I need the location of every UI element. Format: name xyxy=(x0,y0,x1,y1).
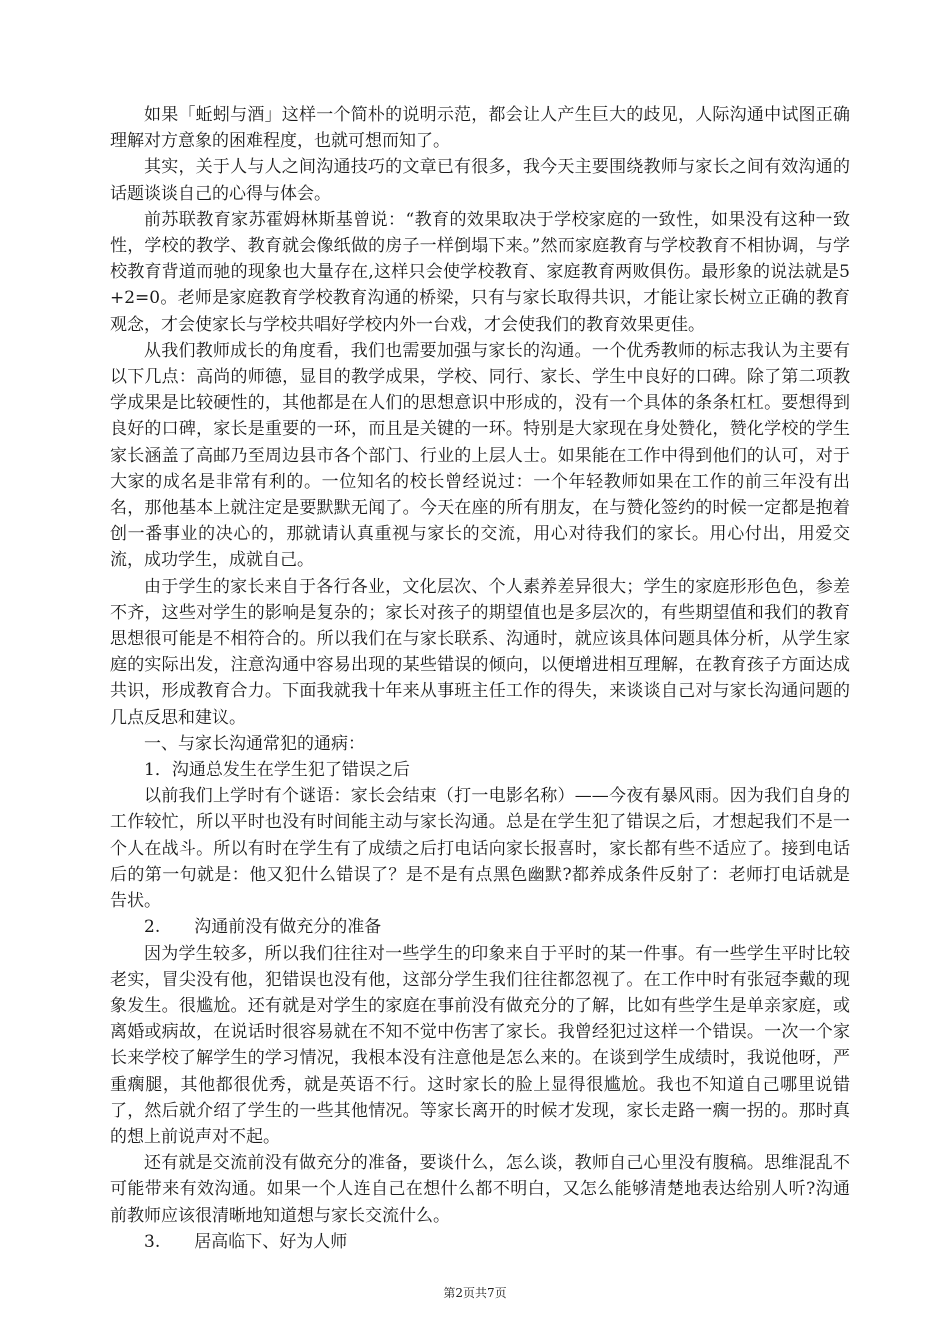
paragraph-teacher-growth: 从我们教师成长的角度看，我们也需要加强与家长的沟通。一个优秀教师的标志我认为主要有以下几点：高尚的师德，显目的教学成果，学校、同行、家长、学生中良好的口碑。除了第二项教学成果是比较硬性的，其他都是在人们的思想意识中形成的，没有一个具体的条条杠杠。要想得到良好的口碑，家长是重要的一环，而且是关键的一环。特别是大家现在身处赞化，赞化学校的学生家长涵盖了高邮乃至周边县市各个部门、行业的上层人士。如果能在工作中得到他们的认可，对于大家的成名是非常有利的。一位知名的校长曾经说过：一个年轻教师如果在工作的前三年没有出名，那他基本上就注定是要默默无闻了。今天在座的所有朋友，在与赞化签约的时候一定都是抱着创一番事业的决心的，那就请认真重视与家长的交流，用心对待我们的家长。用心付出，用爱交流，成功学生，成就自己。 xyxy=(110,340,850,571)
paragraph-sukhomlinsky-quote: 前苏联教育家苏霍姆林斯基曾说：“教育的效果取决于学校家庭的一致性，如果没有这种一致性，学校的教学、教育就会像纸做的房子一样倒塌下来。”然而家庭教育与学校教育不相协调，与学校教育背道而驰的现象也大量存在,这样只会使学校教育、家庭教育两败俱伤。最形象的说法就是5+2=0。老师是家庭教育学校教育沟通的桥梁，只有与家长取得共识，才能让家长树立正确的教育观念，才会使家长与学校共唱好学校内外一台戏，才会使我们的教育效果更佳。 xyxy=(110,209,850,335)
section-heading-common-problems: 一、与家长沟通常犯的通病： xyxy=(144,733,365,754)
paragraph-no-draft: 还有就是交流前没有做充分的准备，要谈什么，怎么谈，教师自己心里没有腹稿。思维混乱不可能带来有效沟通。如果一个人连自己在想什么都不明白，又怎么能够清楚地表达给别人听?沟通前教师应该很清晰地知道想与家长交流什么。 xyxy=(110,1153,850,1226)
paragraph-embarrassing-mistake: 因为学生较多，所以我们往往对一些学生的印象来自于平时的某一件事。有一些学生平时比较老实，冒尖没有他，犯错误也没有他，这部分学生我们往往都忽视了。在工作中时有张冠李戴的现象发生。很尴尬。还有就是对学生的家庭在事前没有做充分的了解，比如有些学生是单亲家庭，或离婚或病故，在说话时很容易就在不知不觉中伤害了家长。我曾经犯过这样一个错误。一次一个家长来学校了解学生的学习情况，我根本没有注意他是怎么来的。在谈到学生成绩时，我说他呀，严重瘸腿，其他都很优秀，就是英语不行。这时家长的脸上显得很尴尬。我也不知道自己哪里说错了，然后就介绍了学生的一些其他情况。等家长离开的时候才发现，家长走路一瘸一拐的。那时真的想上前说声对不起。 xyxy=(110,943,850,1147)
paragraph-riddle-story: 以前我们上学时有个谜语：家长会结束（打一电影名称）——今夜有暴风雨。因为我们自身的工作较忙，所以平时也没有时间能主动与家长沟通。总是在学生犯了错误之后，才想起我们不是一个人在战斗。所以有时在学生有了成绩之后打电话向家长报喜时，家长都有些不适应了。接到电话后的第一句就是：他又犯什么错误了？是不是有点黑色幽默?都养成条件反射了：老师打电话就是告状。 xyxy=(110,786,850,912)
subheading-1-after-mistakes: 1．沟通总发生在学生犯了错误之后 xyxy=(144,760,410,781)
subheading-2-no-preparation: 2. 沟通前没有做充分的准备 xyxy=(144,917,382,938)
paragraph-parent-diversity: 由于学生的家长来自于各行各业，文化层次、个人素养差异很大；学生的家庭形形色色，参差不齐，这些对学生的影响是复杂的；家长对孩子的期望值也是多层次的，有些期望值和我们的教育思想很可能是不相符合的。所以我们在与家长联系、沟通时，就应该具体问题具体分析，从学生家庭的实际出发，注意沟通中容易出现的某些错误的倾向，以便增进相互理解，在教育孩子方面达成共识，形成教育合力。下面我就我十年来从事班主任工作的得失，来谈谈自己对与家长沟通问题的几点反思和建议。 xyxy=(110,576,850,728)
subheading-3-condescending: 3. 居高临下、好为人师 xyxy=(144,1231,348,1252)
paragraph-earthworm-wine: 如果「蚯蚓与酒」这样一个简朴的说明示范，都会让人产生巨大的歧见，人际沟通中试图正确理解对方意象的困难程度，也就可想而知了。 xyxy=(110,105,850,152)
paragraph-topic-intro: 其实，关于人与人之间沟通技巧的文章已有很多，我今天主要围绕教师与家长之间有效沟通的话题谈谈自己的心得与体会。 xyxy=(110,157,850,204)
document-body xyxy=(110,102,850,1255)
page-number-footer: 第2页共7页 xyxy=(443,1286,507,1300)
